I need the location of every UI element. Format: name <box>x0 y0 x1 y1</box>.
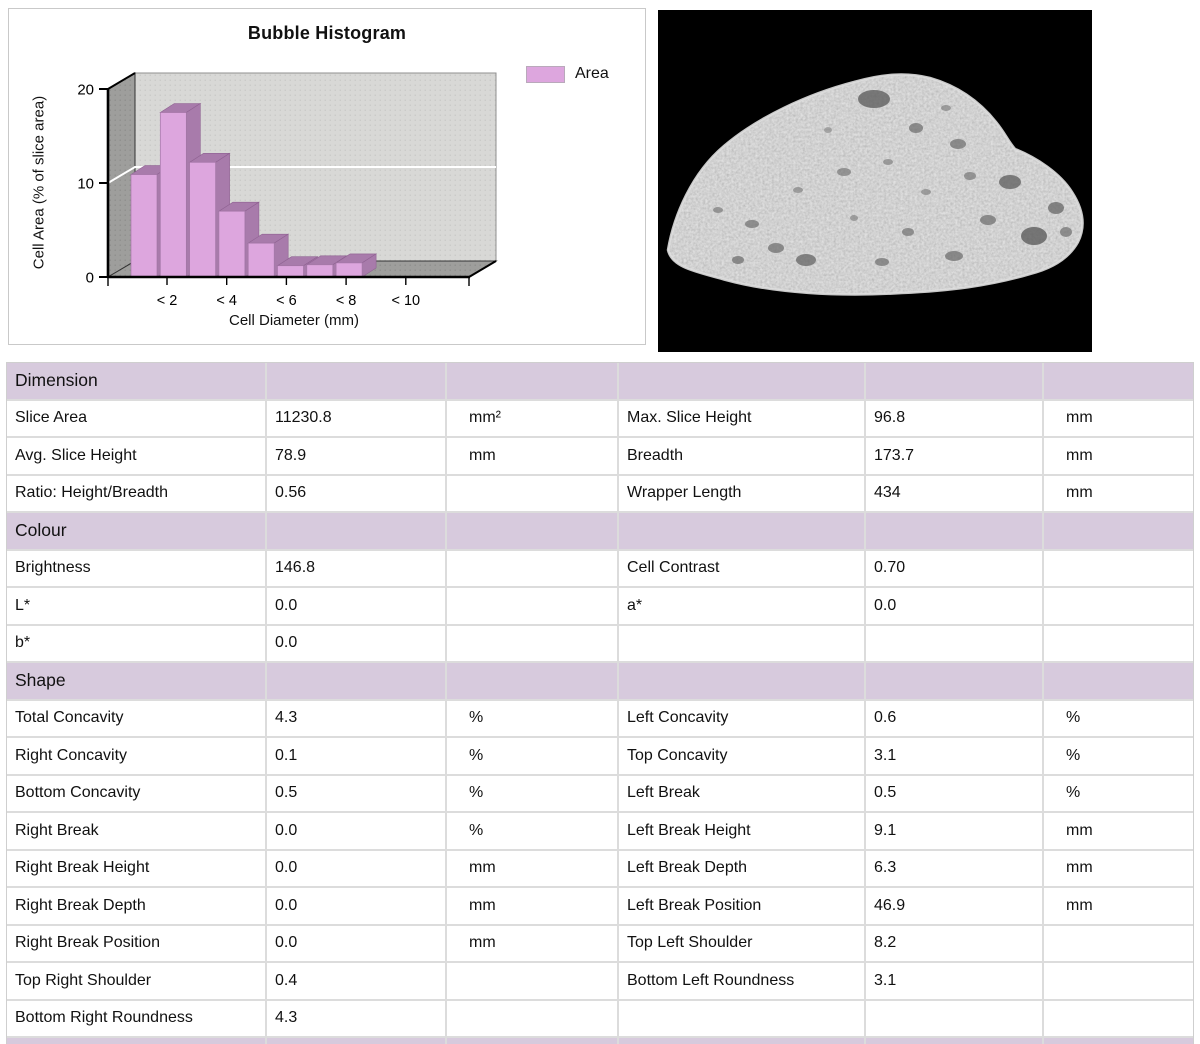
param-label: Top Right Shoulder <box>7 963 265 999</box>
param-label: Wrapper Length <box>619 476 864 512</box>
param-value: 9.1 <box>866 813 1042 849</box>
param-value: 8.2 <box>866 926 1042 962</box>
param-unit <box>447 476 617 512</box>
param-label: Left Concavity <box>619 701 864 737</box>
param-label: L* <box>7 588 265 624</box>
param-label: Right Break Height <box>7 851 265 887</box>
x-axis-title: Cell Diameter (mm) <box>228 312 359 329</box>
param-unit <box>447 1001 617 1037</box>
param-label: Left Break Position <box>619 888 864 924</box>
section-header-cell <box>447 363 617 399</box>
param-value: 0.5 <box>866 776 1042 812</box>
param-value: 0.0 <box>267 888 445 924</box>
param-label: Top Left Shoulder <box>619 926 864 962</box>
section-header-shape: Shape <box>7 663 265 699</box>
param-value: 3.1 <box>866 963 1042 999</box>
bubble-histogram-panel <box>8 8 646 345</box>
param-value: 0.0 <box>267 926 445 962</box>
param-unit: mm <box>447 926 617 962</box>
section-header-cell <box>866 663 1042 699</box>
bubble-histogram-chart <box>9 9 647 346</box>
param-value: 434 <box>866 476 1042 512</box>
param-value: 11230.8 <box>267 401 445 437</box>
param-unit: mm <box>1044 888 1193 924</box>
bread-image-frame <box>658 10 1092 352</box>
param-label <box>619 1001 864 1037</box>
section-header-cell <box>1044 663 1193 699</box>
param-label: Max. Slice Height <box>619 401 864 437</box>
param-unit: mm <box>1044 438 1193 474</box>
param-value: 46.9 <box>866 888 1042 924</box>
section-header-partial <box>7 1038 265 1044</box>
param-label: a* <box>619 588 864 624</box>
section-header-partial <box>447 1038 617 1044</box>
param-unit: % <box>447 701 617 737</box>
param-value: 96.8 <box>866 401 1042 437</box>
param-label: Avg. Slice Height <box>7 438 265 474</box>
param-unit: % <box>1044 776 1193 812</box>
x-tick-label: < 8 <box>335 293 357 309</box>
section-header-partial <box>267 1038 445 1044</box>
param-unit <box>1044 551 1193 587</box>
param-label: Left Break Height <box>619 813 864 849</box>
param-value <box>866 626 1042 662</box>
param-value: 0.70 <box>866 551 1042 587</box>
param-unit: % <box>1044 701 1193 737</box>
param-value: 0.0 <box>267 851 445 887</box>
param-value: 0.4 <box>267 963 445 999</box>
param-unit: mm <box>1044 851 1193 887</box>
x-tick-label: < 2 <box>156 293 178 309</box>
section-header-partial <box>866 1038 1042 1044</box>
section-header-cell <box>447 513 617 549</box>
param-label: Cell Contrast <box>619 551 864 587</box>
y-tick-label: 0 <box>85 269 94 287</box>
section-header-cell <box>267 363 445 399</box>
section-header-cell <box>866 513 1042 549</box>
param-value: 4.3 <box>267 1001 445 1037</box>
param-label: Right Break <box>7 813 265 849</box>
param-value: 0.5 <box>267 776 445 812</box>
section-header-cell <box>1044 513 1193 549</box>
y-tick-label: 10 <box>77 175 94 193</box>
param-unit: mm <box>447 888 617 924</box>
chart-title: Bubble Histogram <box>247 23 407 43</box>
param-unit: % <box>447 738 617 774</box>
param-label: Slice Area <box>7 401 265 437</box>
section-header-colour: Colour <box>7 513 265 549</box>
section-header-partial <box>619 1038 864 1044</box>
param-unit: mm <box>1044 813 1193 849</box>
param-value: 6.3 <box>866 851 1042 887</box>
param-value: 0.0 <box>267 588 445 624</box>
param-label: Right Concavity <box>7 738 265 774</box>
param-unit: % <box>447 813 617 849</box>
param-value: 0.0 <box>866 588 1042 624</box>
param-label: Ratio: Height/Breadth <box>7 476 265 512</box>
measurement-table <box>6 362 1194 1044</box>
param-label: Left Break <box>619 776 864 812</box>
param-label: Right Break Position <box>7 926 265 962</box>
param-value: 78.9 <box>267 438 445 474</box>
section-header-cell <box>619 513 864 549</box>
x-tick-label: < 4 <box>216 293 237 309</box>
param-label: Bottom Right Roundness <box>7 1001 265 1037</box>
y-axis-title: Cell Area (% of slice area) <box>30 95 48 270</box>
param-value: 0.0 <box>267 626 445 662</box>
param-unit <box>447 963 617 999</box>
param-value: 3.1 <box>866 738 1042 774</box>
param-unit <box>447 551 617 587</box>
param-label: b* <box>7 626 265 662</box>
section-header-partial <box>1044 1038 1193 1044</box>
param-unit <box>1044 588 1193 624</box>
legend-area-swatch <box>526 66 565 83</box>
bread-slice-image <box>658 10 1092 352</box>
param-unit: % <box>447 776 617 812</box>
section-header-cell <box>267 663 445 699</box>
param-value: 0.0 <box>267 813 445 849</box>
param-label: Right Break Depth <box>7 888 265 924</box>
param-unit: mm <box>447 851 617 887</box>
param-unit <box>1044 1001 1193 1037</box>
section-header-cell <box>447 663 617 699</box>
param-unit: % <box>1044 738 1193 774</box>
param-value: 0.56 <box>267 476 445 512</box>
x-tick-label: < 6 <box>276 293 297 309</box>
section-header-dimension: Dimension <box>7 363 265 399</box>
param-value <box>866 1001 1042 1037</box>
param-unit <box>447 626 617 662</box>
section-header-cell <box>619 663 864 699</box>
section-header-cell <box>267 513 445 549</box>
param-label <box>619 626 864 662</box>
param-value: 146.8 <box>267 551 445 587</box>
param-unit: mm <box>447 438 617 474</box>
param-unit <box>1044 963 1193 999</box>
param-unit: mm² <box>447 401 617 437</box>
param-value: 0.1 <box>267 738 445 774</box>
param-label: Breadth <box>619 438 864 474</box>
section-header-cell <box>866 363 1042 399</box>
y-tick-label: 20 <box>77 81 94 99</box>
section-header-cell <box>1044 363 1193 399</box>
legend-area-label: Area <box>575 65 609 82</box>
param-label: Brightness <box>7 551 265 587</box>
param-unit <box>447 588 617 624</box>
param-value: 173.7 <box>866 438 1042 474</box>
x-tick-label: < 10 <box>391 293 421 309</box>
param-value: 4.3 <box>267 701 445 737</box>
param-label: Total Concavity <box>7 701 265 737</box>
chart-legend <box>526 65 609 83</box>
section-header-cell <box>619 363 864 399</box>
param-label: Bottom Concavity <box>7 776 265 812</box>
param-label: Bottom Left Roundness <box>619 963 864 999</box>
param-label: Left Break Depth <box>619 851 864 887</box>
param-unit: mm <box>1044 476 1193 512</box>
param-label: Top Concavity <box>619 738 864 774</box>
param-unit: mm <box>1044 401 1193 437</box>
param-unit <box>1044 926 1193 962</box>
param-unit <box>1044 626 1193 662</box>
param-value: 0.6 <box>866 701 1042 737</box>
